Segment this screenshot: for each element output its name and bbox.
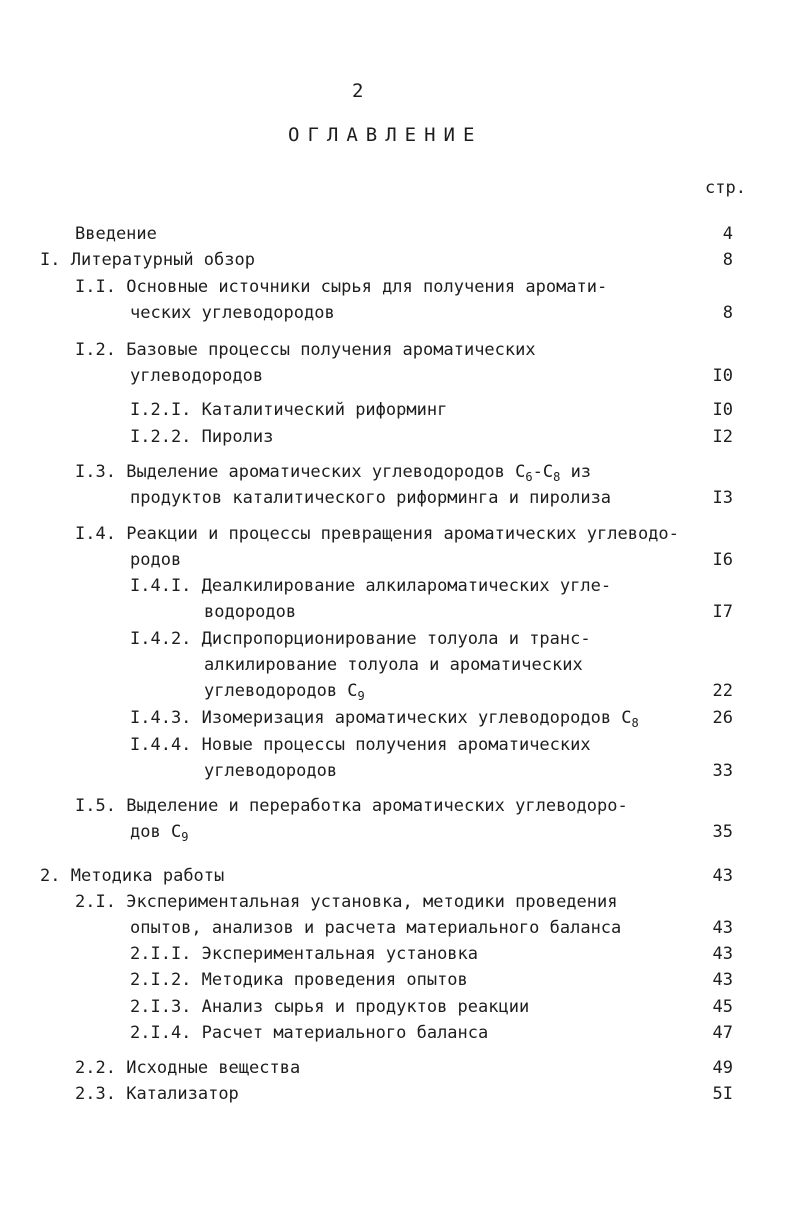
toc-page: 22 <box>712 681 733 701</box>
toc-text: -C <box>532 462 554 482</box>
toc-prefix: I.4. <box>75 524 116 544</box>
toc-text: Расчет материального баланса <box>201 1023 489 1043</box>
toc-text: Введение <box>75 224 157 244</box>
subscript: 9 <box>181 830 189 844</box>
toc-prefix: I.5. <box>75 796 116 816</box>
toc-page: 26 <box>712 708 733 728</box>
toc-text-cont: родов <box>130 550 182 570</box>
toc-prefix: I.4.3. <box>130 708 192 728</box>
toc-prefix: I.3. <box>75 462 116 482</box>
toc-entry-1-3 <box>75 462 591 482</box>
toc-text: Каталитический риформинг <box>201 400 448 420</box>
toc-entry-1-4-1 <box>130 576 611 596</box>
toc-prefix: 2.3. <box>75 1084 116 1104</box>
toc-prefix: I.2.I. <box>130 400 192 420</box>
toc-page: I2 <box>712 427 733 447</box>
toc-text: Экспериментальная установка <box>201 944 479 964</box>
toc-page: 4 <box>722 224 733 244</box>
page-number: 2 <box>352 80 364 102</box>
toc-text-cont: водородов <box>204 602 297 622</box>
toc-entry-1 <box>40 250 255 270</box>
toc-prefix: 2.I. <box>75 892 116 912</box>
toc-page: 47 <box>712 1023 733 1043</box>
toc-entry-2 <box>40 866 224 886</box>
toc-entry-2-1-3 <box>130 997 529 1017</box>
toc-prefix: I.4.2. <box>130 629 192 649</box>
toc-entry-1-2-2 <box>130 427 273 447</box>
toc-text-cont: алкилирование толуола и ароматических <box>204 655 583 675</box>
toc-text: дов C <box>130 822 182 842</box>
toc-page: 43 <box>712 970 733 990</box>
toc-text: Выделение и переработка ароматических углеводоро- <box>126 796 628 816</box>
toc-prefix: I.4.4. <box>130 735 192 755</box>
toc-page: I3 <box>712 488 733 508</box>
page-title: ОГЛАВЛЕНИЕ <box>288 124 483 146</box>
toc-prefix: 2.I.3. <box>130 997 192 1017</box>
toc-text: Деалкилирование алкилароматических угле- <box>201 576 612 596</box>
toc-prefix: 2. <box>40 866 61 886</box>
toc-page: 43 <box>712 944 733 964</box>
subscript: 6 <box>525 470 533 484</box>
toc-entry-2-2 <box>75 1058 300 1078</box>
toc-text: Литературный обзор <box>70 250 255 270</box>
toc-prefix: I.I. <box>75 277 116 297</box>
toc-page: 43 <box>712 918 733 938</box>
toc-text-cont: продуктов каталитического риформинга и пиролиза <box>130 488 612 508</box>
toc-entry-1-4 <box>75 524 679 544</box>
toc-prefix: 2.I.2. <box>130 970 192 990</box>
toc-entry-2-1 <box>75 892 617 912</box>
toc-entry-1-4-4 <box>130 735 591 755</box>
toc-prefix: I.2. <box>75 340 116 360</box>
toc-page: I0 <box>712 400 733 420</box>
toc-text: Основные источники сырья для получения аромати- <box>126 277 608 297</box>
toc-prefix: I. <box>40 250 61 270</box>
toc-page: I0 <box>712 366 733 386</box>
toc-prefix: 2.2. <box>75 1058 116 1078</box>
toc-page: 45 <box>712 997 733 1017</box>
toc-text: Катализатор <box>126 1084 239 1104</box>
toc-entry-2-1-2 <box>130 970 468 990</box>
toc-text: Реакции и процессы превращения ароматических углеводо- <box>126 524 679 544</box>
toc-entry-1-2-1 <box>130 400 447 420</box>
toc-page: 33 <box>712 761 733 781</box>
toc-entry-intro <box>75 224 157 244</box>
toc-entry-1-2 <box>75 340 536 360</box>
toc-prefix: 2.I.I. <box>130 944 192 964</box>
toc-entry-2-1-4 <box>130 1023 488 1043</box>
toc-page: 8 <box>722 250 733 270</box>
toc-text: Пиролиз <box>201 427 274 447</box>
toc-text: Исходные вещества <box>126 1058 301 1078</box>
toc-text: Базовые процессы получения ароматических <box>126 340 536 360</box>
toc-prefix: 2.I.4. <box>130 1023 192 1043</box>
toc-page: I6 <box>712 550 733 570</box>
subscript: 8 <box>631 716 639 730</box>
subscript: 8 <box>553 470 561 484</box>
toc-text: углеводородов C <box>204 681 358 701</box>
toc-text: Анализ сырья и продуктов реакции <box>201 997 530 1017</box>
toc-page: 43 <box>712 866 733 886</box>
toc-text: из <box>560 462 592 482</box>
toc-prefix: I.4.I. <box>130 576 192 596</box>
toc-entry-1-1 <box>75 277 607 297</box>
toc-page: I7 <box>712 602 733 622</box>
toc-entry-1-4-2 <box>130 629 591 649</box>
toc-text: Методика проведения опытов <box>201 970 468 990</box>
toc-page: 49 <box>712 1058 733 1078</box>
toc-text: Выделение ароматических углеводородов C <box>126 462 526 482</box>
toc-text-cont: опытов, анализов и расчета материального баланса <box>130 918 622 938</box>
toc-text: Изомеризация ароматических углеводородов C <box>201 708 632 728</box>
toc-text: Диспропорционирование толуола и транс- <box>201 629 591 649</box>
toc-page: 5I <box>712 1084 733 1104</box>
toc-text: Новые процессы получения ароматических <box>201 735 591 755</box>
toc-text-cont <box>130 822 188 842</box>
toc-text: Экспериментальная установка, методики проведения <box>126 892 618 912</box>
toc-text-cont: углеводородов <box>130 366 264 386</box>
subscript: 9 <box>357 689 365 703</box>
toc-entry-2-3 <box>75 1084 239 1104</box>
toc-entry-2-1-1 <box>130 944 478 964</box>
toc-page: 35 <box>712 822 733 842</box>
toc-text-cont: углеводородов <box>204 761 338 781</box>
page-column-label: стр. <box>705 178 746 198</box>
toc-prefix: I.2.2. <box>130 427 192 447</box>
toc-entry-1-5 <box>75 796 628 816</box>
toc-text-cont <box>204 681 365 701</box>
toc-page: 8 <box>722 303 733 323</box>
toc-text: Методика работы <box>70 866 225 886</box>
toc-entry-1-4-3 <box>130 708 639 728</box>
toc-text-cont: ческих углеводородов <box>130 303 335 323</box>
